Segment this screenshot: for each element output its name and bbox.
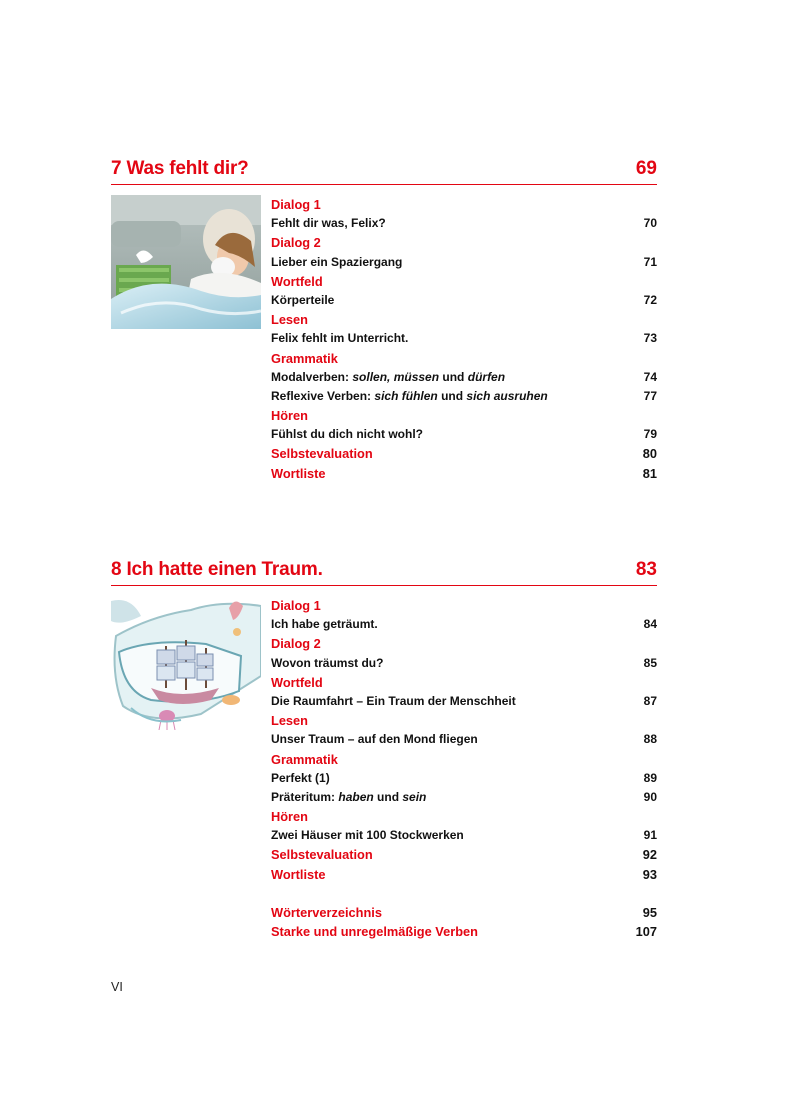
toc-entry[interactable]: Reflexive Verben: sich fühlen und sich ausruhen 77 [271, 387, 657, 406]
toc-entry[interactable]: Modalverben: sollen, müssen und dürfen 74 [271, 368, 657, 387]
toc-page-number: 88 [643, 732, 657, 747]
toc-page-number: 90 [643, 789, 657, 804]
toc-section[interactable]: Lesen [271, 312, 308, 328]
toc-page-number: 107 [635, 924, 657, 939]
toc-page-number: 95 [642, 904, 657, 920]
toc-entry[interactable]: Felix fehlt im Unterricht. 73 [271, 329, 657, 348]
toc-entry[interactable]: Perfekt (1) 89 [271, 769, 657, 788]
toc-list [271, 195, 657, 483]
toc-section[interactable]: Selbstevaluation 80 [271, 444, 657, 463]
toc-section[interactable]: Dialog 2 [271, 235, 321, 251]
toc-entry[interactable]: Fühlst du dich nicht wohl? 79 [271, 425, 657, 444]
toc-entry[interactable]: Zwei Häuser mit 100 Stockwerken 91 [271, 826, 657, 845]
toc-section[interactable]: Dialog 1 [271, 598, 321, 613]
toc-page-number: 81 [642, 465, 657, 481]
toc-page-number: 70 [643, 216, 657, 231]
page-number-footer: VI [111, 980, 123, 994]
toc-entry[interactable]: Die Raumfahrt – Ein Traum der Menschheit 87 [271, 692, 657, 711]
toc-page-number: 93 [642, 866, 657, 882]
chapter-page-number: 69 [635, 158, 657, 179]
toc-section[interactable]: Lesen [271, 713, 308, 729]
toc-page-number: 80 [642, 446, 657, 462]
chapter-7 [111, 154, 657, 481]
toc-page-number: 91 [643, 828, 657, 843]
toc-page-number: 72 [643, 292, 657, 307]
chapter-page-number: 83 [635, 559, 657, 580]
toc-page-number: 71 [643, 254, 657, 269]
toc-section[interactable]: Wortliste 81 [271, 464, 657, 483]
toc-section[interactable]: Hören [271, 809, 308, 825]
ship-in-bottle-illustration [111, 596, 261, 730]
toc-entry[interactable]: Fehlt dir was, Felix? 70 [271, 214, 657, 233]
toc-entry[interactable]: Lieber ein Spaziergang 71 [271, 253, 657, 272]
toc-entry[interactable]: Ich habe geträumt. 84 [271, 615, 657, 634]
toc-page-number: 87 [643, 693, 657, 708]
toc-section[interactable]: Grammatik [271, 350, 338, 366]
toc-page-number: 89 [643, 770, 657, 785]
toc-section[interactable]: Wortliste 93 [271, 865, 657, 884]
chapter-header [111, 154, 657, 185]
toc-page-number: 79 [643, 427, 657, 442]
toc-list [271, 596, 657, 941]
chapter-title: 8 Ich hatte einen Traum. [111, 559, 323, 580]
toc-entry[interactable]: Körperteile 72 [271, 291, 657, 310]
toc-section[interactable]: Selbstevaluation 92 [271, 845, 657, 864]
toc-section[interactable]: Wörterverzeichnis 95 [271, 903, 657, 922]
toc-section[interactable]: Grammatik [271, 751, 338, 767]
toc-entry[interactable]: Wovon träumst du? 85 [271, 654, 657, 673]
toc-page-number: 92 [642, 847, 657, 863]
toc-section[interactable]: Hören [271, 408, 308, 424]
toc-section[interactable]: Wortfeld [271, 674, 323, 690]
chapter-header [111, 555, 657, 586]
toc-entry[interactable]: Präteritum: haben und sein 90 [271, 788, 657, 807]
chapter-8 [111, 555, 657, 939]
toc-page-number: 73 [643, 331, 657, 346]
toc-page-number: 74 [643, 369, 657, 384]
toc-page-number: 84 [643, 617, 657, 632]
toc-section[interactable]: Starke und unregelmäßige Verben 107 [271, 922, 657, 941]
spacer [271, 884, 657, 903]
toc-page-number: 77 [643, 388, 657, 403]
toc-section[interactable]: Wortfeld [271, 273, 323, 289]
toc-page-number: 85 [643, 655, 657, 670]
toc-section[interactable]: Dialog 2 [271, 636, 321, 652]
toc-entry[interactable]: Unser Traum – auf den Mond fliegen 88 [271, 730, 657, 749]
sick-girl-with-tissue-photo [111, 195, 261, 329]
toc-section[interactable]: Dialog 1 [271, 197, 321, 212]
chapter-title: 7 Was fehlt dir? [111, 158, 249, 179]
